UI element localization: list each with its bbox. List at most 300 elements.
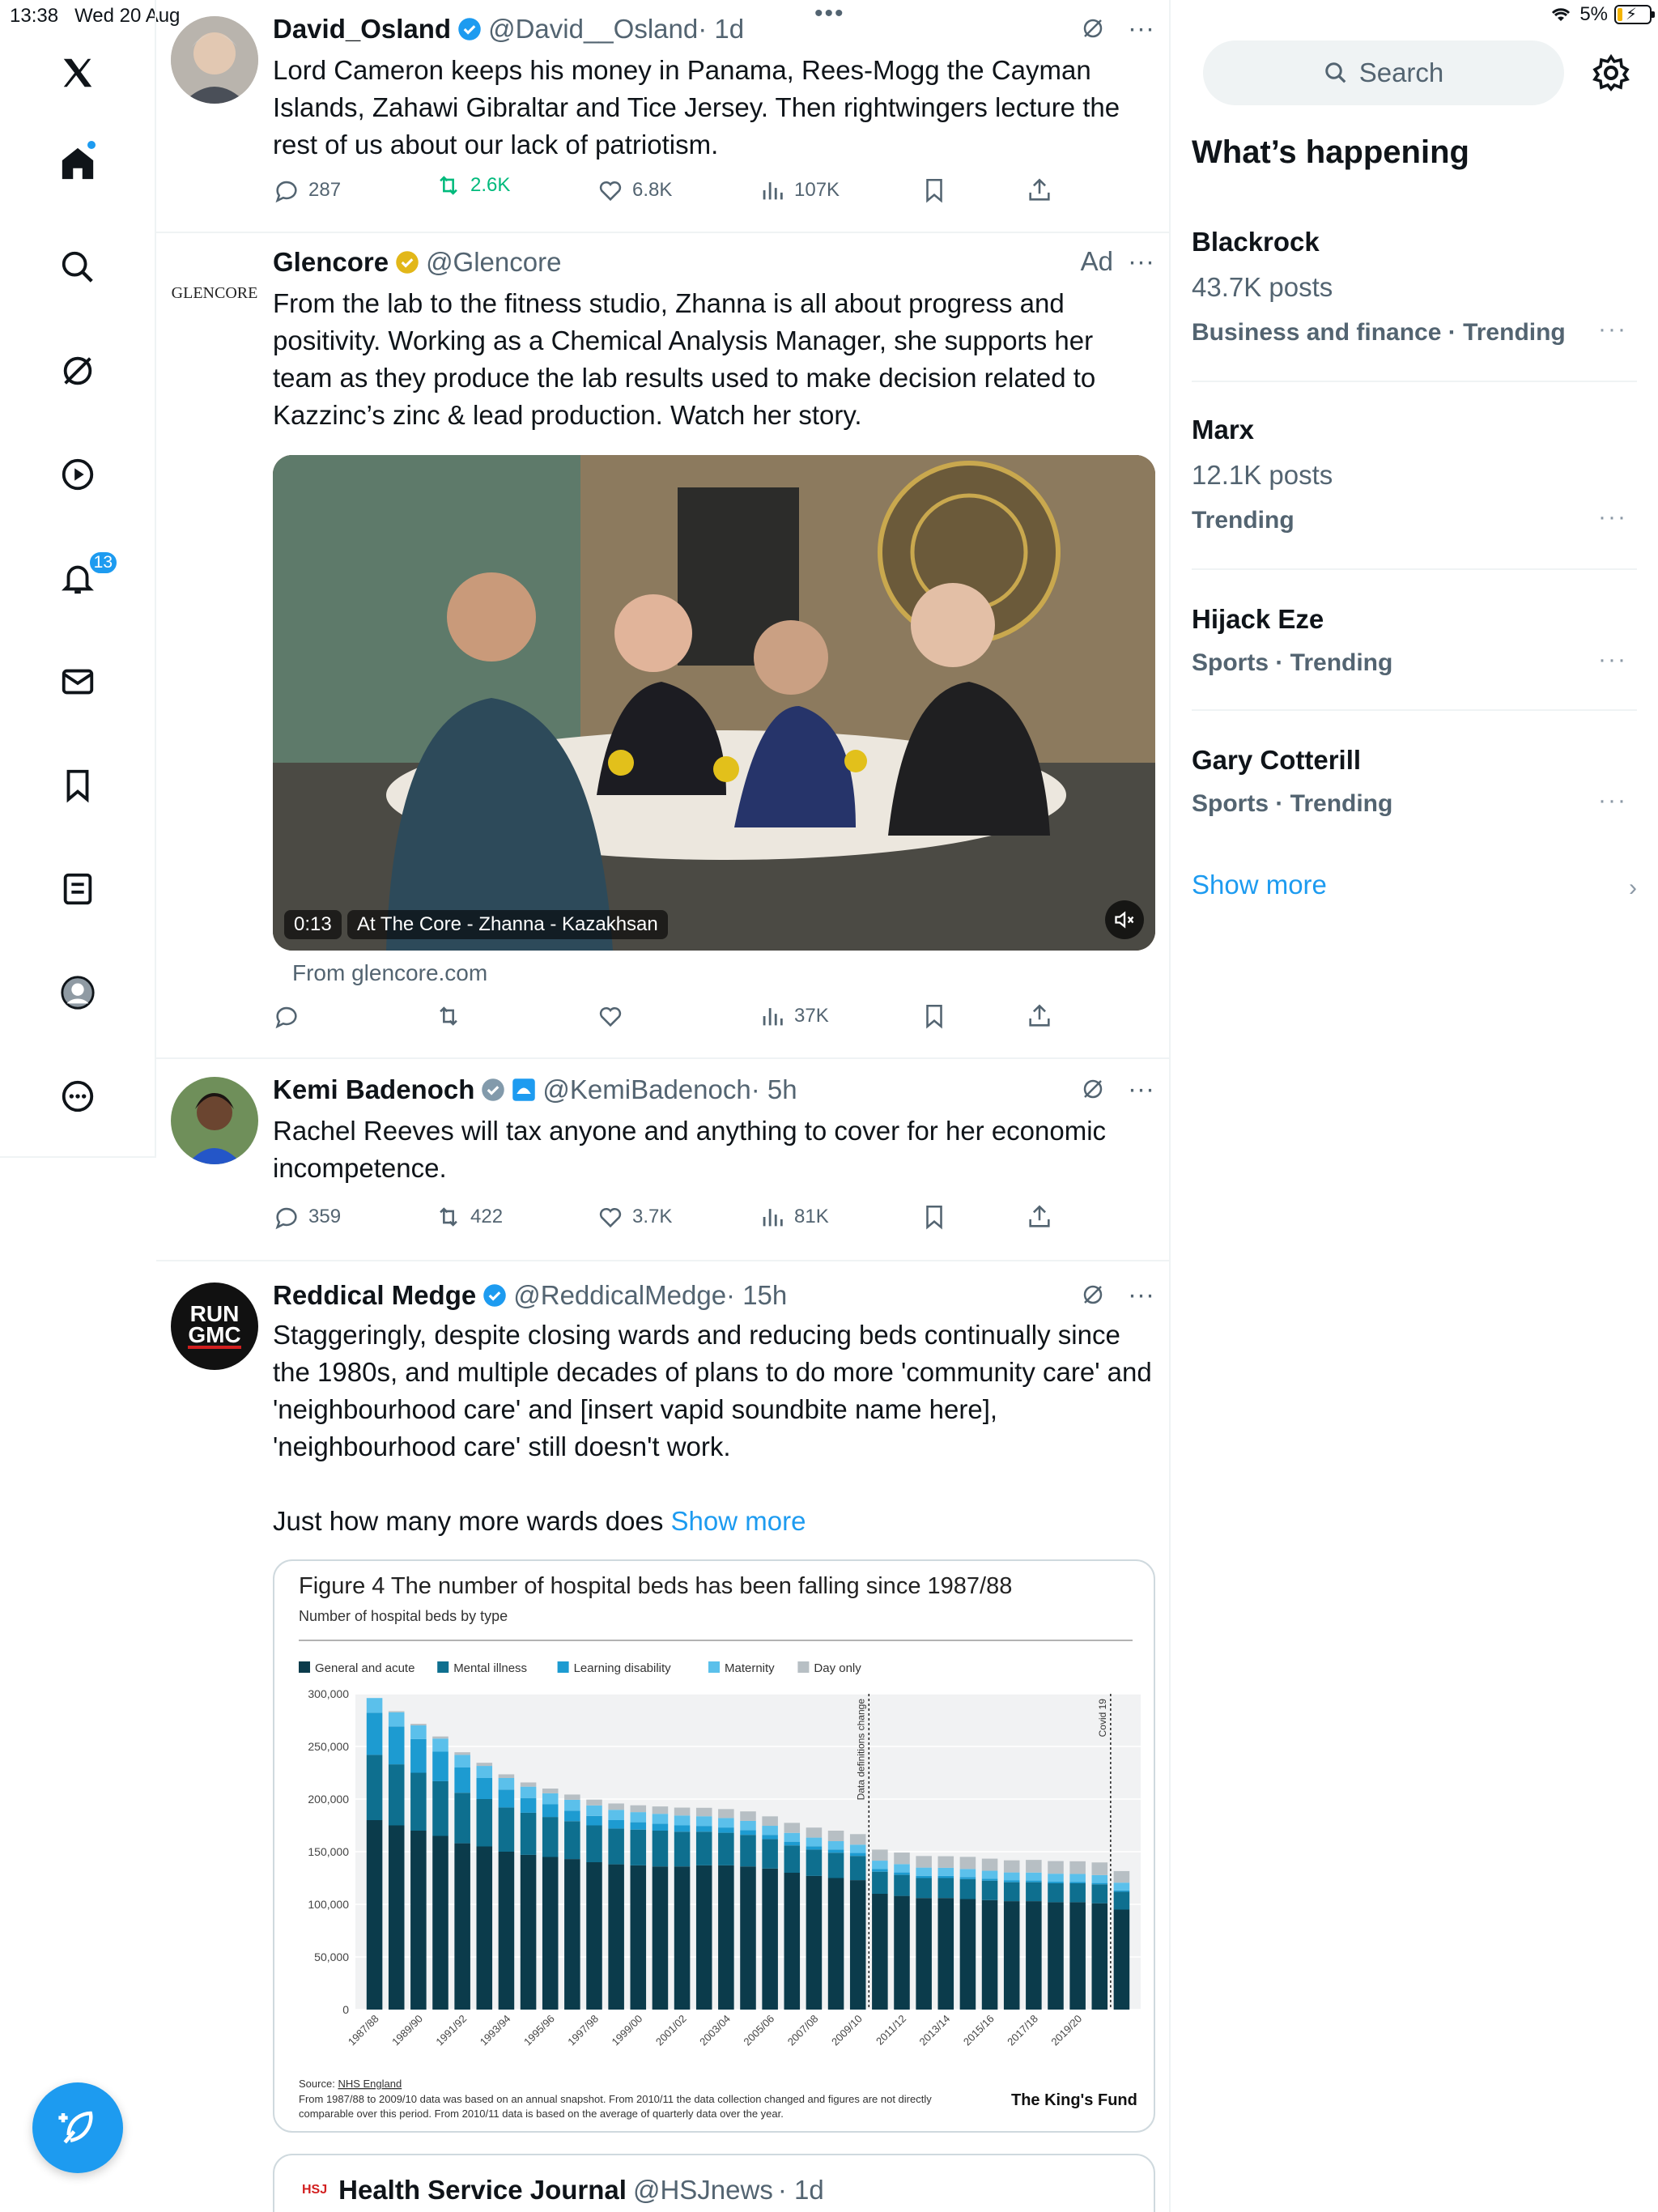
avatar[interactable]: RUN GMC	[171, 1283, 258, 1370]
bar-segment	[806, 1838, 823, 1847]
bar-segment	[542, 1805, 559, 1818]
bar-segment	[872, 1861, 888, 1869]
bar-segment	[806, 1827, 823, 1837]
bar-segment	[960, 1879, 976, 1899]
tweet[interactable]	[156, 1059, 1171, 1261]
reply-button[interactable]: 287	[273, 177, 341, 204]
bar-segment	[586, 1800, 602, 1806]
x-tick-label: 1995/96	[521, 2012, 557, 2048]
grok-analyze-icon[interactable]	[1081, 16, 1105, 40]
notifications-bell-icon[interactable]	[45, 546, 113, 610]
legend-swatch	[437, 1661, 449, 1673]
bar-segment	[674, 1826, 691, 1832]
author-handle[interactable]: @ReddicalMedge	[513, 1280, 727, 1310]
bar-segment	[740, 1821, 756, 1830]
bar-segment	[1114, 1910, 1130, 2010]
bar-segment	[410, 1831, 427, 2010]
bar-segment	[1048, 1882, 1064, 1883]
bar-segment	[586, 1826, 602, 1863]
views-chart-icon	[759, 1203, 786, 1231]
bookmark-button[interactable]	[920, 177, 948, 204]
status-time: 13:38 Wed 20 Aug	[10, 5, 181, 27]
x-tick-label: 2011/12	[873, 2012, 909, 2048]
views-button[interactable]: 81K	[759, 1203, 829, 1231]
left-nav	[0, 0, 156, 1158]
heart-icon	[597, 1002, 624, 1030]
bar-segment	[454, 1755, 470, 1767]
bar-segment	[894, 1875, 910, 1896]
like-button[interactable]: 3.7K	[597, 1203, 672, 1231]
bar-segment	[608, 1828, 624, 1864]
tweet-text: Lord Cameron keeps his money in Panama, Rees-Mogg the Cayman Islands, Zahawi Gibraltar and Tice Jersey. Then rightwingers lecture the rest of us about our lack of patriotism.	[273, 55, 1120, 160]
hospital-beds-chart	[274, 1561, 1155, 2133]
legend-label: Mental illness	[453, 1661, 528, 1675]
bookmark-button[interactable]	[920, 1203, 948, 1231]
bookmarks-icon[interactable]	[45, 753, 110, 818]
chart-legend	[299, 1661, 861, 1675]
bar-segment	[740, 1811, 756, 1821]
bar-segment	[564, 1859, 580, 2010]
tweet-text: Staggeringly, despite closing wards and reducing beds continually since the 1980s, and multiple decades of plans to do more 'community care' and 'neighbourhood care' and [insert vapid soundbite name here], 'neighbourhood care' still doesn't work.	[273, 1320, 1152, 1461]
bar-segment	[1004, 1880, 1020, 1882]
bar-segment	[938, 1876, 954, 1878]
bar-segment	[499, 1852, 515, 2010]
bar-segment	[542, 1857, 559, 2010]
views-chart-icon	[759, 1002, 786, 1030]
bar-segment	[653, 1866, 669, 2010]
heart-icon	[597, 1203, 624, 1231]
bar-segment	[762, 1826, 778, 1835]
bar-segment	[960, 1869, 976, 1877]
bar-segment	[762, 1839, 778, 1868]
tweet-text: From the lab to the fitness studio, Zhanna is all about progress and positivity. Working as a Chemical Analysis Manager, she supports her team as they produce the lab results used to make decision related to Kazzinc’s zinc & lead production. Watch her story.	[273, 288, 1096, 430]
bar-segment	[521, 1798, 537, 1813]
bar-segment	[477, 1766, 493, 1778]
chart-x-axis	[346, 2013, 1084, 2048]
bookmark-icon	[920, 1203, 948, 1231]
post-time: · 15h	[726, 1280, 788, 1310]
trend-more-icon[interactable]: ···	[1598, 646, 1627, 673]
whats-happening-heading: What’s happening	[1192, 134, 1469, 170]
kings-fund-logo: The King's Fund	[1011, 2091, 1137, 2109]
trend-item[interactable]: Gary Cotterill Sports · Trending ···	[1192, 745, 1627, 817]
bar-segment	[564, 1800, 580, 1810]
muted-speaker-icon	[1113, 908, 1136, 931]
share-button[interactable]	[1026, 1203, 1053, 1231]
y-tick-label: 150,000	[308, 1845, 349, 1858]
quoted-author-handle[interactable]: @HSJnews	[632, 2175, 773, 2205]
author-name[interactable]: Kemi Badenoch	[273, 1074, 475, 1104]
bar-segment	[389, 1826, 405, 2010]
bar-segment	[718, 1827, 734, 1833]
share-icon	[1026, 1002, 1053, 1030]
bar-segment	[367, 1755, 383, 1820]
bar-segment	[894, 1873, 910, 1875]
bar-segment	[454, 1844, 470, 2010]
trend-item[interactable]: Blackrock 43.7K posts Business and finance · Trending ···	[1192, 223, 1637, 382]
video-player[interactable]	[273, 455, 1155, 951]
x-tick-label: 2019/20	[1048, 2012, 1085, 2048]
bar-segment	[1004, 1882, 1020, 1901]
bar-segment	[872, 1869, 888, 1871]
bar-segment	[696, 1831, 712, 1865]
retweet-button[interactable]	[435, 1002, 462, 1030]
chart-image-card[interactable]	[273, 1559, 1155, 2133]
bar-segment	[1069, 1861, 1086, 1874]
bar-segment	[1004, 1873, 1020, 1881]
bar-segment	[784, 1845, 801, 1873]
bar-segment	[432, 1752, 449, 1781]
retweet-button[interactable]: 2.6K	[435, 172, 510, 199]
trend-more-icon[interactable]: ···	[1598, 316, 1627, 342]
verified-grey-badge-icon	[481, 1078, 505, 1102]
bar-segment	[1026, 1901, 1042, 2010]
x-tick-label: 1991/92	[433, 2012, 470, 2048]
x-tick-label: 2013/14	[916, 2012, 953, 2048]
legend-label: Day only	[814, 1661, 861, 1675]
bar-segment	[982, 1871, 998, 1879]
retweet-icon	[435, 172, 462, 199]
bar-segment	[1114, 1891, 1130, 1892]
bar-segment	[696, 1865, 712, 2010]
reply-icon	[273, 1203, 300, 1231]
bar-segment	[410, 1773, 427, 1831]
x-tick-label: 1987/88	[345, 2012, 381, 2048]
bar-segment	[916, 1876, 932, 1878]
share-button[interactable]	[1026, 1002, 1053, 1030]
tweet-text: Rachel Reeves will tax anyone and anything to cover for her economic incompetence.	[273, 1116, 1107, 1183]
legend-swatch	[708, 1661, 720, 1673]
bar-segment	[631, 1806, 647, 1812]
bar-segment	[872, 1872, 888, 1894]
bar-segment	[1114, 1871, 1130, 1882]
mute-toggle-button[interactable]	[1105, 900, 1144, 939]
bar-segment	[586, 1862, 602, 2010]
author-name[interactable]: Glencore	[273, 247, 389, 277]
x-tick-label: 1993/94	[477, 2012, 513, 2048]
annotation-label: Data definitions change	[855, 1699, 867, 1801]
search-icon	[1324, 61, 1348, 85]
compose-post-button[interactable]	[32, 2082, 123, 2173]
views-button[interactable]: 37K	[759, 1002, 829, 1030]
bar-segment	[564, 1810, 580, 1821]
retweet-icon	[435, 1002, 462, 1030]
bar-segment	[916, 1878, 932, 1899]
more-options-icon[interactable]: ···	[1128, 13, 1154, 43]
bar-segment	[740, 1835, 756, 1866]
affiliate-badge-icon	[512, 1078, 536, 1102]
bar-segment	[477, 1799, 493, 1847]
show-more-link[interactable]: Show more	[670, 1506, 806, 1536]
author-handle[interactable]: @Glencore	[426, 247, 562, 277]
x-logo-icon[interactable]	[45, 40, 110, 105]
bar-segment	[850, 1834, 866, 1844]
author-name[interactable]: Reddical Medge	[273, 1280, 477, 1310]
bar-segment	[608, 1820, 624, 1828]
tweet[interactable]	[156, 0, 1171, 233]
settings-gear-icon[interactable]	[1592, 53, 1630, 92]
bar-segment	[631, 1865, 647, 2010]
bar-segment	[521, 1782, 537, 1786]
bar-segment	[938, 1868, 954, 1876]
tweet[interactable]	[156, 1261, 1171, 2212]
x-tick-label: 2001/02	[653, 2012, 689, 2048]
promoted-tweet[interactable]	[156, 233, 1171, 1059]
bar-segment	[762, 1869, 778, 2010]
author-handle[interactable]: @David__Osland	[488, 14, 699, 44]
timeline	[156, 0, 1171, 2212]
x-tick-label: 2007/08	[784, 2012, 821, 2048]
bar-segment	[1092, 1862, 1108, 1875]
bar-segment	[982, 1881, 998, 1900]
like-button[interactable]: 6.8K	[597, 177, 672, 204]
video-title: At The Core - Zhanna - Kazakhsan	[347, 910, 668, 939]
bar-segment	[784, 1823, 801, 1832]
share-icon	[1026, 177, 1053, 204]
bar-segment	[1048, 1874, 1064, 1882]
y-tick-label: 250,000	[308, 1740, 349, 1753]
bar-segment	[542, 1817, 559, 1857]
annotation-label: Covid 19	[1096, 1699, 1108, 1738]
bar-segment	[454, 1752, 470, 1755]
share-button[interactable]	[1026, 177, 1053, 204]
share-icon	[1026, 1203, 1053, 1231]
lists-icon[interactable]	[45, 857, 110, 921]
bar-segment	[389, 1711, 405, 1712]
bar-segment	[1092, 1883, 1108, 1885]
bar-segment	[784, 1833, 801, 1842]
grok-icon[interactable]	[45, 338, 110, 403]
y-tick-label: 100,000	[308, 1898, 349, 1911]
battery-icon: ⚡	[1614, 5, 1652, 24]
ad-label: Ad	[1080, 246, 1114, 276]
search-input[interactable]: Search	[1203, 40, 1564, 105]
bar-segment	[762, 1835, 778, 1839]
bar-segment	[674, 1866, 691, 2010]
video-timestamp: 0:13	[284, 910, 342, 939]
bar-segment	[608, 1865, 624, 2010]
chart-footnote: From 1987/88 to 2009/10 data was based on an annual snapshot. From 2010/11 the data collection changed and figures are not directly comparable over this period. From 2010/11 data is based on the average of quarterly data over the year.	[299, 2093, 932, 2120]
x-tick-label: 2017/18	[1005, 2012, 1040, 2048]
author-name[interactable]: David_Osland	[273, 14, 452, 44]
bar-segment	[389, 1712, 405, 1727]
bar-segment	[718, 1818, 734, 1827]
bar-segment	[432, 1781, 449, 1836]
bar-segment	[410, 1724, 427, 1725]
bar-segment	[718, 1833, 734, 1865]
retweet-button[interactable]: 422	[435, 1203, 503, 1231]
x-tick-label: 2015/16	[960, 2012, 997, 2048]
bar-segment	[432, 1738, 449, 1751]
bar-segment	[960, 1899, 976, 2010]
bar-segment	[740, 1830, 756, 1835]
explore-search-icon[interactable]	[45, 235, 110, 300]
bar-segment	[367, 1712, 383, 1755]
heart-icon	[597, 177, 624, 204]
bar-segment	[674, 1815, 691, 1825]
legend-label: Maternity	[725, 1661, 775, 1675]
legend-label: General and acute	[315, 1661, 415, 1675]
bar-segment	[960, 1857, 976, 1869]
bar-segment	[653, 1806, 669, 1814]
bar-segment	[916, 1868, 932, 1876]
legend-swatch	[558, 1661, 569, 1673]
ad-source-domain[interactable]: From glencore.com	[292, 960, 488, 985]
bar-segment	[542, 1789, 559, 1793]
grok-analyze-icon[interactable]	[1081, 1077, 1105, 1101]
x-tick-label: 1997/98	[565, 2012, 602, 2048]
x-tick-label: 1989/90	[389, 2012, 425, 2048]
reply-button[interactable]	[273, 1002, 300, 1030]
bar-segment	[410, 1725, 427, 1739]
bar-segment	[674, 1831, 691, 1866]
bar-segment	[872, 1849, 888, 1861]
bar-segment	[631, 1830, 647, 1865]
bar-segment	[982, 1900, 998, 2010]
profile-avatar-icon[interactable]	[45, 960, 110, 1025]
bar-segment	[718, 1809, 734, 1818]
tweet-text-continued: Just how many more wards does Show more	[273, 1506, 806, 1536]
bar-segment	[499, 1807, 515, 1852]
bar-segment	[586, 1806, 602, 1816]
bar-segment	[1114, 1882, 1130, 1891]
video-play-icon[interactable]	[45, 442, 110, 507]
legend-swatch	[299, 1661, 310, 1673]
bar-segment	[894, 1853, 910, 1864]
bar-segment	[1092, 1884, 1108, 1903]
bar-segment	[1092, 1904, 1108, 2010]
bar-segment	[806, 1876, 823, 2010]
bookmark-button[interactable]	[920, 1002, 948, 1030]
chart-title: Figure 4 The number of hospital beds has been falling since 1987/88	[299, 1573, 1013, 1599]
battery-percent: 5%	[1579, 3, 1608, 25]
bar-segment	[653, 1814, 669, 1823]
chevron-right-icon: ›	[1629, 874, 1637, 901]
messages-envelope-icon[interactable]	[45, 649, 110, 714]
more-options-icon[interactable]: ···	[1128, 246, 1154, 276]
bar-segment	[894, 1864, 910, 1872]
bar-segment	[477, 1778, 493, 1799]
quoted-author-name[interactable]: Health Service Journal	[338, 2175, 627, 2205]
bar-segment	[1026, 1881, 1042, 1882]
home-icon[interactable]	[45, 131, 110, 196]
bar-segment	[564, 1821, 580, 1859]
bar-segment	[1026, 1860, 1042, 1873]
bar-segment	[916, 1856, 932, 1867]
bar-segment	[872, 1894, 888, 2010]
bar-segment	[521, 1787, 537, 1798]
bar-segment	[828, 1878, 844, 2010]
bar-segment	[564, 1794, 580, 1800]
bar-segment	[850, 1844, 866, 1853]
bar-segment	[696, 1826, 712, 1831]
bar-segment	[850, 1880, 866, 2010]
more-options-icon[interactable]: ···	[1128, 1074, 1154, 1104]
bar-segment	[521, 1813, 537, 1855]
bar-segment	[608, 1803, 624, 1810]
bar-segment	[631, 1812, 647, 1822]
verified-badge-icon	[457, 17, 482, 41]
bar-segment	[1004, 1901, 1020, 2010]
notifications-badge: 13	[88, 551, 118, 575]
y-tick-label: 200,000	[308, 1793, 349, 1806]
bar-segment	[432, 1737, 449, 1739]
bar-segment	[499, 1774, 515, 1778]
reply-icon	[273, 1002, 300, 1030]
like-button[interactable]	[597, 1002, 624, 1030]
grok-analyze-icon[interactable]	[1081, 1283, 1105, 1307]
bar-segment	[894, 1896, 910, 2010]
chart-subtitle: Number of hospital beds by type	[299, 1608, 508, 1624]
trend-item[interactable]: Hijack Eze Sports · Trending ···	[1192, 601, 1637, 711]
bar-segment	[828, 1849, 844, 1853]
x-tick-label: 2005/06	[741, 2012, 777, 2048]
reply-icon	[273, 177, 300, 204]
bar-segment	[828, 1841, 844, 1849]
bar-segment	[586, 1816, 602, 1826]
post-time: · 5h	[750, 1074, 797, 1104]
bar-segment	[454, 1767, 470, 1793]
bar-segment	[938, 1857, 954, 1868]
more-options-icon[interactable]: ···	[1128, 1279, 1154, 1309]
avatar[interactable]	[171, 249, 258, 337]
bar-segment	[631, 1823, 647, 1830]
bookmark-icon	[920, 177, 948, 204]
bar-segment	[477, 1847, 493, 2010]
bar-segment	[1069, 1902, 1086, 2010]
quoted-tweet-card[interactable]	[273, 2154, 1155, 2212]
multitasking-dots-icon[interactable]: •••	[814, 0, 845, 27]
bar-segment	[850, 1856, 866, 1880]
bar-segment	[696, 1816, 712, 1826]
bar-segment	[1114, 1891, 1130, 1909]
bar-segment	[674, 1808, 691, 1816]
bar-segment	[982, 1878, 998, 1880]
bar-segment	[389, 1764, 405, 1825]
bar-segment	[1026, 1882, 1042, 1901]
bar-segment	[982, 1859, 998, 1871]
more-options-icon[interactable]	[45, 1064, 110, 1129]
show-more-trends-link[interactable]: Show more	[1192, 870, 1327, 900]
trend-more-icon[interactable]: ···	[1598, 787, 1627, 814]
verified-gold-badge-icon	[395, 250, 419, 274]
bar-segment	[916, 1898, 932, 2010]
avatar[interactable]	[171, 1077, 258, 1164]
bar-segment	[938, 1878, 954, 1899]
bar-segment	[1069, 1882, 1086, 1883]
bar-segment	[1069, 1883, 1086, 1902]
views-button[interactable]: 107K	[759, 177, 840, 204]
x-tick-label: 1999/00	[609, 2012, 645, 2048]
avatar[interactable]	[171, 16, 258, 104]
bar-segment	[499, 1778, 515, 1789]
home-unread-dot	[86, 139, 97, 151]
glencore-logo: GLENCORE	[171, 283, 258, 302]
author-handle[interactable]: @KemiBadenoch	[542, 1074, 751, 1104]
views-chart-icon	[759, 177, 786, 204]
reply-button[interactable]: 359	[273, 1203, 341, 1231]
y-tick-label: 300,000	[308, 1687, 349, 1700]
bar-segment	[521, 1855, 537, 2010]
legend-label: Learning disability	[573, 1661, 671, 1675]
bar-segment	[542, 1793, 559, 1805]
legend-swatch	[797, 1661, 809, 1673]
bar-segment	[828, 1831, 844, 1841]
video-thumbnail	[273, 455, 1155, 951]
trend-item[interactable]: Marx 12.1K posts Trending ···	[1192, 411, 1637, 570]
trend-more-icon[interactable]: ···	[1598, 504, 1627, 530]
bookmark-icon	[920, 1002, 948, 1030]
